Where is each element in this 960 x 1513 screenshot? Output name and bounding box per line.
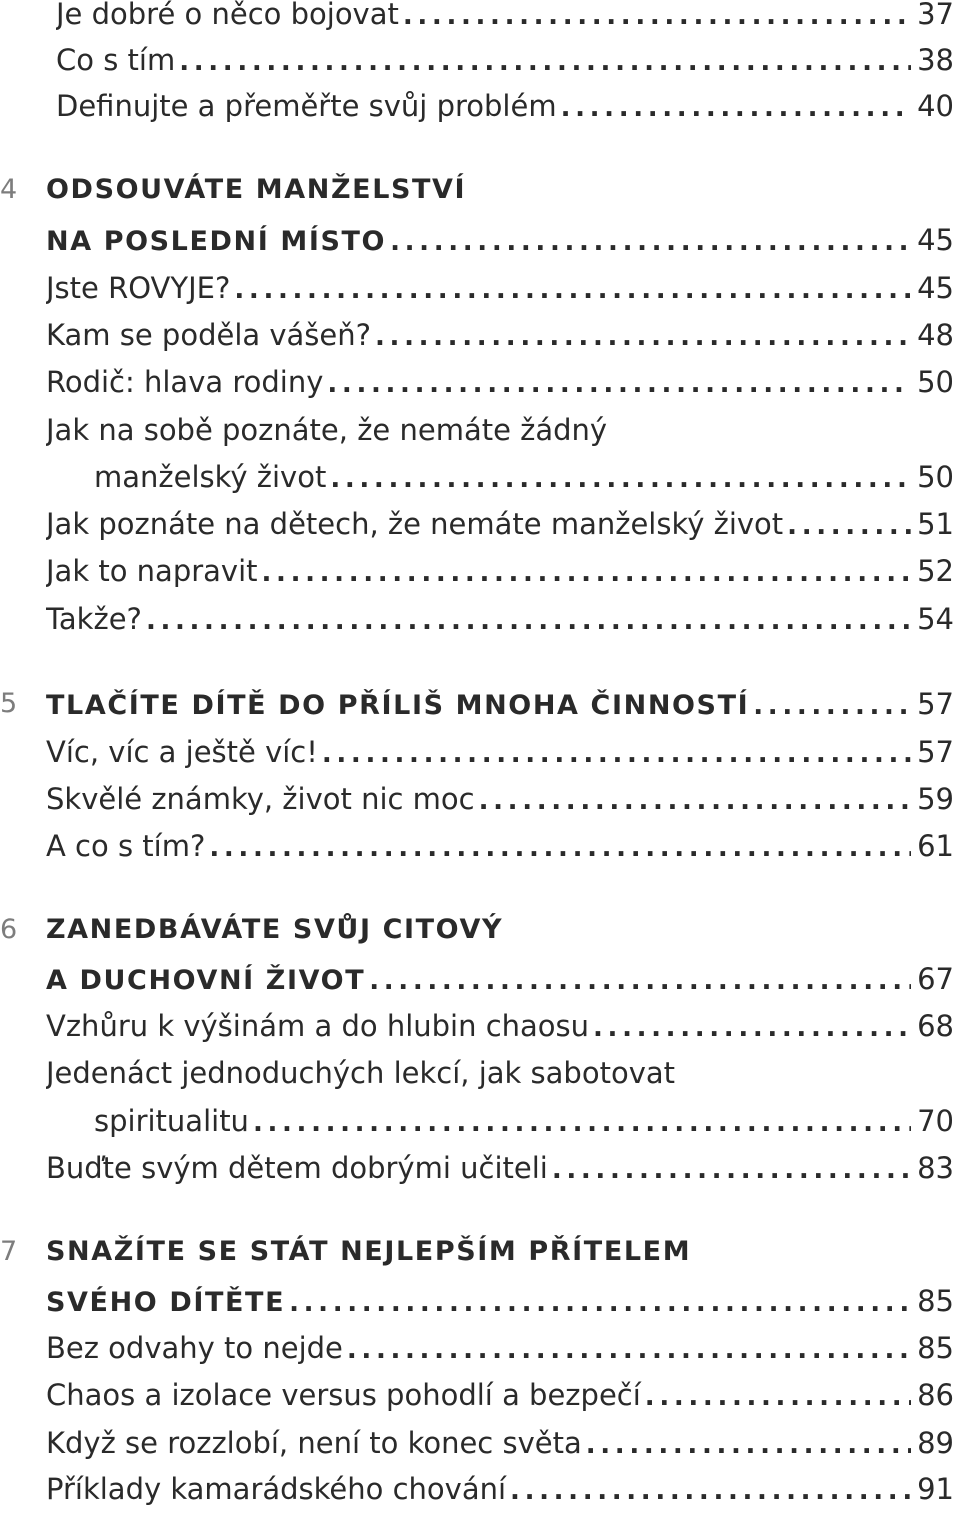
toc-entry-title: Jste ROVYJE? [46,271,231,305]
toc-entry-title: Bez odvahy to nejde [46,1331,343,1365]
toc-entry-title: Skvělé známky, život nic moc [46,782,475,816]
toc-chapter-heading [0,1279,960,1323]
toc-entry [0,1051,960,1095]
toc-entry-title: Příklady kamarádského chování [46,1472,507,1506]
toc-page-number: 48 [917,318,954,352]
toc-entry [0,597,960,641]
toc-page-number: 68 [917,1009,954,1043]
dot-leader [322,732,911,776]
toc-entry [0,730,960,774]
dot-leader [510,1469,911,1513]
toc-page-number: 52 [917,554,954,588]
toc-entry [0,0,960,36]
dot-leader [479,779,911,823]
toc-page-number: 83 [917,1151,954,1185]
toc-page-number: 91 [917,1472,954,1506]
toc-entry [0,1373,960,1417]
toc-entry [0,360,960,404]
toc-chapter-title: NA POSLEDNÍ MÍSTO [46,226,387,257]
toc-page-number: 85 [917,1284,954,1318]
toc-entry-title: Chaos a izolace versus pohodlí a bezpečí [46,1378,641,1412]
dot-leader [330,457,911,501]
dot-leader [289,1281,911,1325]
toc-chapter-title: ODSOUVÁTE MANŽELSTVÍ [46,174,467,205]
toc-entry-title: Takže? [46,602,142,636]
toc-entry-title: Rodič: hlava rodiny [46,365,324,399]
toc-page-number: 40 [917,89,954,123]
toc-page-number: 67 [917,962,954,996]
toc-entry-title: Co s tím [56,43,176,77]
dot-leader [586,1423,911,1467]
dot-leader [403,0,911,38]
toc-chapter-heading [0,957,960,1001]
toc-page-number: 51 [917,507,954,541]
toc-page-number: 38 [917,43,954,77]
chapter-number: 5 [0,688,18,719]
toc-entry-title: A co s tím? [46,829,206,863]
toc-page-number: 37 [917,0,954,31]
toc-page-number: 85 [917,1331,954,1365]
toc-page-number: 61 [917,829,954,863]
toc-entry-title: Vzhůru k výšinám a do hlubin chaosu [46,1009,590,1043]
chapter-number: 6 [0,914,18,945]
toc-chapter-title: SNAŽÍTE SE STÁT NEJLEPŠÍM PŘÍTELEM [46,1236,692,1267]
toc-entry [0,38,960,82]
toc-entry [0,266,960,310]
dot-leader [179,40,911,84]
dot-leader [753,684,911,728]
toc-entry [0,1099,960,1143]
toc-entry [0,455,960,499]
toc-entry-title: Je dobré o něco bojovat [56,0,399,31]
dot-leader [146,599,911,643]
toc-entry-title: Kam se poděla vášeň? [46,318,372,352]
toc-entry [0,502,960,546]
toc-entry [0,824,960,868]
dot-leader [369,959,911,1003]
toc-entry [0,408,960,452]
toc-entry-title: Když se rozzlobí, není to konec světa [46,1426,582,1460]
toc-chapter-heading [0,168,960,212]
toc-entry [0,1467,960,1511]
toc-entry-title: Jak na sobě poznáte, že nemáte žádný [46,413,608,447]
toc-entry [0,1004,960,1048]
toc-page-number: 50 [917,365,954,399]
toc-chapter-title: SVÉHO DÍTĚTE [46,1287,286,1318]
toc-entry [0,1421,960,1465]
toc-entry [0,549,960,593]
toc-entry-title: Jak poznáte na dětech, že nemáte manželský život [46,507,784,541]
toc-page-number: 59 [917,782,954,816]
dot-leader [234,268,911,312]
toc-chapter-title: TLAČÍTE DÍTĚ DO PŘÍLIŠ MNOHA ČINNOSTÍ [46,690,750,721]
dot-leader [209,826,911,870]
chapter-number: 7 [0,1236,18,1267]
toc-page-number: 45 [917,223,954,257]
toc-entry-title: Definujte a přeměřte svůj problém [56,89,557,123]
dot-leader [262,551,912,595]
toc-page-number: 45 [917,271,954,305]
toc-entry-title: Jedenáct jednoduchých lekcí, jak sabotovat [46,1056,675,1090]
toc-page-number: 57 [917,687,954,721]
dot-leader [552,1148,911,1192]
toc-page-number: 89 [917,1426,954,1460]
dot-leader [390,220,911,264]
dot-leader [253,1101,911,1145]
toc-chapter-heading [0,682,960,726]
toc-entry [0,1146,960,1190]
toc-entry-title: Buďte svým dětem dobrými učiteli [46,1151,548,1185]
dot-leader [645,1375,911,1419]
dot-leader [347,1328,911,1372]
toc-chapter-heading [0,908,960,952]
toc-chapter-title: A DUCHOVNÍ ŽIVOT [46,965,366,996]
toc-entry [0,777,960,821]
toc-chapter-title: ZANEDBÁVÁTE SVŮJ CITOVÝ [46,914,504,945]
dot-leader [593,1006,911,1050]
toc-page-number: 57 [917,735,954,769]
chapter-number: 4 [0,174,18,205]
toc-page-number: 70 [917,1104,954,1138]
dot-leader [787,504,911,548]
toc-page-number: 54 [917,602,954,636]
toc-page-number: 86 [917,1378,954,1412]
toc-page-number: 50 [917,460,954,494]
toc-entry [0,313,960,357]
toc-chapter-heading [0,218,960,262]
toc-chapter-heading [0,1230,960,1274]
dot-leader [561,86,912,130]
toc-entry-title: Jak to napravit [46,554,258,588]
dot-leader [375,315,911,359]
toc-entry-title: spiritualitu [94,1104,249,1138]
dot-leader [327,362,911,406]
toc-entry-title: Víc, víc a ještě víc! [46,735,318,769]
toc-entry [0,1326,960,1370]
toc-entry-title: manželský život [94,460,327,494]
toc-entry [0,84,960,128]
